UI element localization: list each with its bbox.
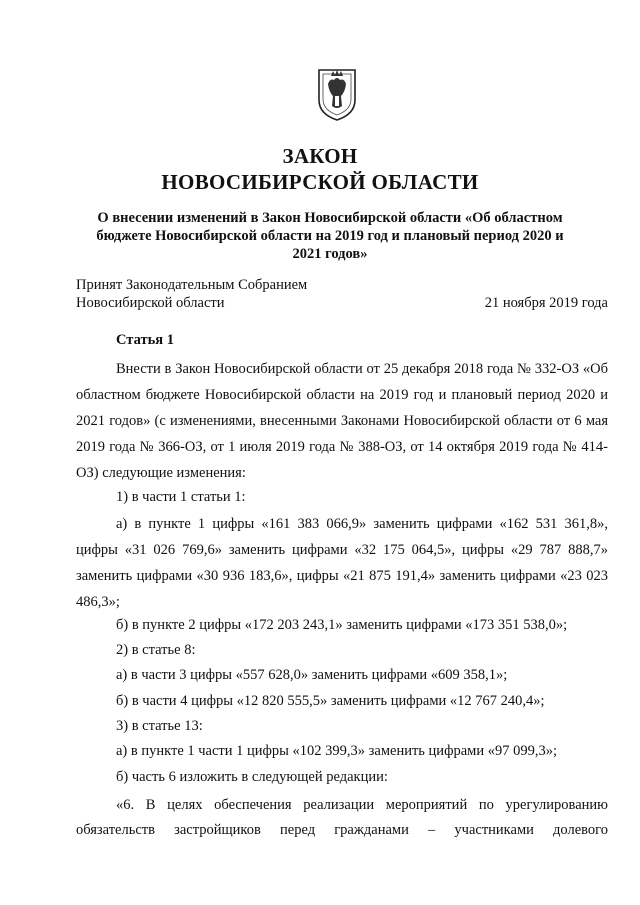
list-item-3b: б) часть 6 изложить в следующей редакции: [116,769,388,785]
quote-line-2: обязательств застройщиков перед гражданами – участниками долевого [76,822,608,838]
list-item-1a: а) в пункте 1 цифры «161 383 066,9» заменить цифрами «162 531 361,8», цифры «31 026 769,6» заменить цифрами «32 175 064,5», цифры «29 787 888,7» заменить цифрами «30 936 183,6», цифры «21 875 191,4» заменить цифрами «23 023 486,3»; [76,516,608,610]
coat-of-arms-emblem [315,66,359,122]
list-item-3: 3) в статье 13: [116,718,203,734]
article-heading: Статья 1 [116,332,174,348]
quote-line-1: «6. В целях обеспечения реализации мероприятий по урегулированию [116,797,608,813]
adoption-date: 21 ноября 2019 года [484,295,608,311]
law-title-line1: ЗАКОН [282,144,358,168]
law-subtitle: О внесении изменений в Закон Новосибирской области «Об областном бюджете Новосибирской области на 2019 год и плановый период 2020 и 2021 годов» [96,210,564,262]
list-item-1b: б) в пункте 2 цифры «172 203 243,1» заменить цифрами «173 351 538,0»; [116,617,568,633]
article-intro-paragraph: Внести в Закон Новосибирской области от 25 декабря 2018 года № 332-ОЗ «Об областном бюджете Новосибирской области на 2019 год и плановый период 2020 и 2021 годов» (с изменениями, внесенными Законами Новосибирской области от 6 мая 2019 года № 366-ОЗ, от 1 июля 2019 года № 388-ОЗ, от 14 октября 2019 года № 414-ОЗ) следующие изменения: [76,361,608,481]
list-item-3a: а) в пункте 1 части 1 цифры «102 399,3» заменить цифрами «97 099,3»; [116,743,557,759]
adoption-body-line2: Новосибирской области [76,295,225,311]
list-item-2: 2) в статье 8: [116,642,196,658]
list-item-2a: а) в части 3 цифры «557 628,0» заменить цифрами «609 358,1»; [116,667,508,683]
list-item-1: 1) в части 1 статьи 1: [116,489,246,505]
list-item-2b: б) в части 4 цифры «12 820 555,5» заменить цифрами «12 767 240,4»; [116,693,545,709]
adoption-body-line1: Принят Законодательным Собранием [76,277,308,293]
law-title-line2: НОВОСИБИРСКОЙ ОБЛАСТИ [161,170,479,194]
